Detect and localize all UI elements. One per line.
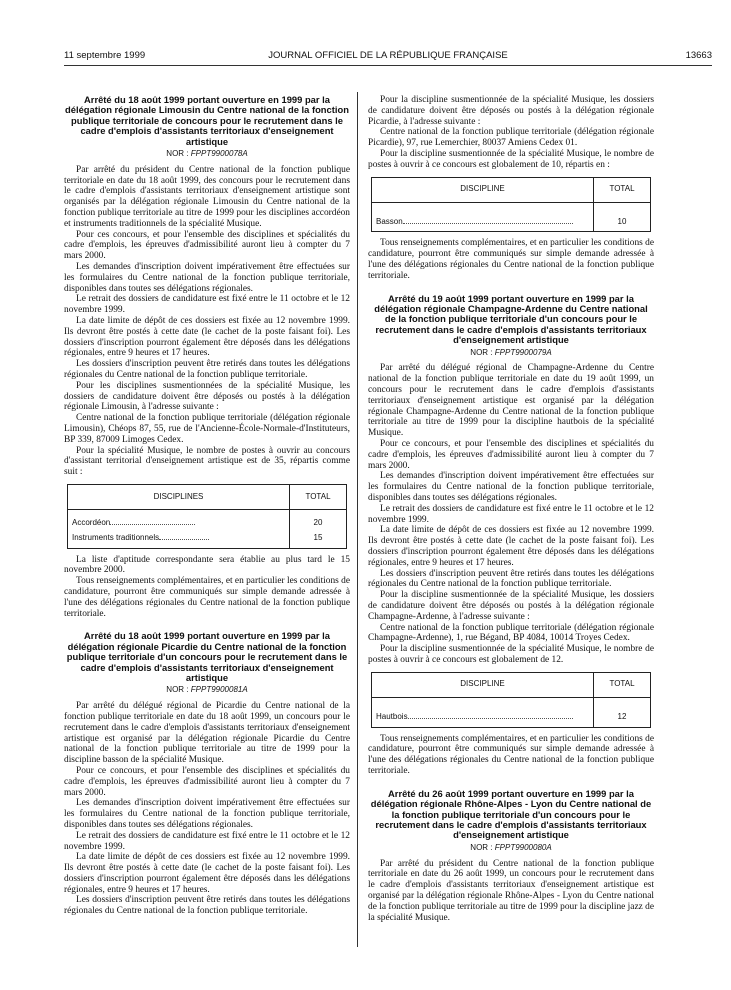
paragraph: Pour la discipline susmentionnée de la spécialité Musique, le nombre de postes à ouvrir à ce concours est globalement de 10, répartis en : [368, 148, 654, 170]
table-header: TOTAL [290, 484, 347, 509]
paragraph: La liste d'aptitude correspondante sera établie au plus tard le 15 novembre 2000. [64, 554, 350, 576]
decree-picardie [64, 631, 350, 917]
nor-reference: NOR : FPPT9900080A [470, 842, 552, 852]
decree-title: Arrêté du 19 août 1999 portant ouverture en 1999 par la délégation régionale Champagne-Ardenne du Centre national de la fonction publique territoriale d'un concours pour le recrutement dans le cadre d'emplois d'assistants territoriaux d'enseignement artistique [374, 292, 648, 346]
paragraph: Tous renseignements complémentaires, et en particulier les conditions de candidature, pourront être communiqués sur simple demande adressée à l'une des délégations régionales du Centre national de la fonction publique territoriale. [368, 733, 654, 776]
table-header: DISCIPLINE [372, 672, 594, 697]
table-header: DISCIPLINE [372, 177, 594, 202]
nor-reference: NOR : FPPT9900081A [166, 685, 248, 695]
table-header: TOTAL [594, 672, 651, 697]
paragraph: Les demandes d'inscription doivent impérativement être effectuées sur les formulaires du Centre national de la fonction publique territoriale, disponibles dans toutes ses délégations régionales. [64, 262, 350, 294]
paragraph: La date limite de dépôt de ces dossiers est fixée au 12 novembre 1999. Ils devront être postés à cette date (le cachet de la poste faisant foi). Les dossiers d'inscription pourront également être déposés dans les délégations régionales, entre 9 heures et 17 heures. [64, 852, 350, 895]
right-column [368, 95, 654, 923]
left-column [64, 95, 350, 917]
paragraph: Pour les disciplines susmentionnées de la spécialité Musique, les dossiers de candidature doivent être déposés ou postés à la délégation régionale Limousin, à l'adresse suivante : [64, 380, 350, 413]
paragraph: Par arrêté du président du Centre national de la fonction publique territoriale en date du 26 août 1999, un concours pour le recrutement dans le cadre d'emplois d'assistants territoriaux d'enseignement artistique est organisé par la délégation régionale Rhône-Alpes - Lyon du Centre national de la fonction publique territoriale au titre de 1999 pour la discipline jazz de la spécialité Musique. [368, 858, 654, 923]
decree-title: Arrêté du 18 août 1999 portant ouverture en 1999 par la délégation régionale Limousin du Centre national de la fonction publique territoriale de concours pour le recrutement dans le cadre d'emplois d'assistants territoriaux d'enseignement artistique [65, 94, 349, 147]
paragraph: Pour la discipline susmentionnée de la spécialité Musique, les dossiers de candidature doivent être déposés ou postés à la délégation régionale Picardie, à l'adresse suivante : [368, 95, 654, 127]
discipline-table [371, 177, 651, 233]
page-number: 13663 [685, 50, 712, 61]
table-row: Basson 10 [372, 202, 651, 232]
paragraph: Centre national de la fonction publique territoriale (délégation régionale Champagne-Ardenne), 1, rue Bégand, BP 4084, 10014 Troyes Cedex. [368, 622, 654, 644]
paragraph: Les dossiers d'inscription peuvent être retirés dans toutes les délégations régionales du Centre national de la fonction publique territoriale. [64, 359, 350, 380]
discipline-table [371, 672, 651, 728]
decree-rhone-alpes [368, 789, 654, 924]
table-header: DISCIPLINES [68, 484, 290, 509]
nor-reference: NOR : FPPT9900078A [166, 149, 248, 159]
paragraph: La date limite de dépôt de ces dossiers est fixée au 12 novembre 1999. Ils devront être postés à cette date (le cachet de la poste faisant foi). Les dossiers d'inscription pourront également être déposés dans les délégations régionales, entre 9 heures et 17 heures. [368, 525, 654, 568]
publication-date: 11 septembre 1999 [64, 50, 146, 61]
disciplines-table [67, 484, 347, 549]
nor-reference: NOR : FPPT9900079A [470, 347, 552, 357]
paragraph: Tous renseignements complémentaires, et en particulier les conditions de candidature, pourront être communiqués sur simple demande adressée à l'une des délégations régionales du Centre national de la fonction publique territoriale. [64, 576, 350, 619]
paragraph: Tous renseignements complémentaires, et en particulier les conditions de candidature, pourront être communiqués sur simple demande adressée à l'une des délégations régionales du Centre national de la fonction publique territoriale. [368, 238, 654, 281]
paragraph: Le retrait des dossiers de candidature est fixé entre le 11 octobre et le 12 novembre 1999. [368, 503, 654, 525]
paragraph: Les demandes d'inscription doivent impérativement être effectuées sur les formulaires du Centre national de la fonction publique territoriale, disponibles dans toutes ses délégations régionales. [64, 798, 350, 830]
journal-title: JOURNAL OFFICIEL DE LA RÉPUBLIQUE FRANÇAISE [268, 50, 508, 61]
paragraph: Le retrait des dossiers de candidature est fixé entre le 11 octobre et le 12 novembre 1999. [64, 830, 350, 852]
decree-title: Arrêté du 26 août 1999 portant ouverture en 1999 par la délégation régionale Rhône-Alpes - Lyon du Centre national de la fonction publique territoriale d'un concours pour le recrutement dans le cadre d'emplois d'assistants territoriaux d'enseignement artistique [370, 787, 652, 841]
paragraph: Les demandes d'inscription doivent impérativement être effectuées sur les formulaires du Centre national de la fonction publique territoriale, disponibles dans toutes ses délégations régionales. [368, 471, 654, 503]
paragraph: Les dossiers d'inscription peuvent être retirés dans toutes les délégations régionales du Centre national de la fonction publique territoriale. [368, 568, 654, 590]
paragraph: Centre national de la fonction publique territoriale (délégation régionale Limousin), Chéops 87, 55, rue de l'Ancienne-École-Normale-d'Instituteurs, BP 339, 87009 Limoges Cedex. [64, 413, 350, 445]
paragraph: Les dossiers d'inscription peuvent être retirés dans toutes les délégations régionales du Centre national de la fonction publique territoriale. [64, 895, 350, 917]
table-row: Accordéon 20 [68, 509, 347, 530]
paragraph: Par arrêté du délégué régional de Champagne-Ardenne du Centre national de la fonction publique territoriale en date du 19 août 1999, un concours pour le recrutement dans le cadre d'emplois d'assistants territoriaux d'enseignement artistique est organisé par la délégation régionale Champagne-Ardenne du Centre national de la fonction publique territoriale au titre de 1999 pour la discipline hautbois de la spécialité Musique. [368, 363, 654, 439]
paragraph: Pour la discipline susmentionnée de la spécialité Musique, les dossiers de candidature doivent être déposés ou postés à la délégation régionale Champagne-Ardenne, à l'adresse suivante : [368, 590, 654, 622]
paragraph: Pour ces concours, et pour l'ensemble des disciplines et spécialités du cadre d'emplois, les épreuves d'admissibilité auront lieu à compter du 7 mars 2000. [64, 229, 350, 262]
paragraph: Pour la discipline susmentionnée de la spécialité Musique, le nombre de postes à ouvrir à ce concours est globalement de 12. [368, 644, 654, 665]
paragraph: Centre national de la fonction publique territoriale (délégation régionale Picardie), 97, rue Lemerchier, 80037 Amiens Cedex 01. [368, 127, 654, 149]
paragraph: Par arrêté du président du Centre national de la fonction publique territoriale en date du 18 août 1999, des concours pour le recrutement dans le cadre d'emplois d'assistants territoriaux d'enseignement artistique sont organisés par la délégation régionale Limousin du Centre national de la fonction publique territoriale au titre de 1999 pour les disciplines accordéon et instruments traditionnels de la spécialité Musique. [64, 164, 350, 229]
paragraph: Par arrêté du délégué régional de Picardie du Centre national de la fonction publique territoriale en date du 18 août 1999, un concours pour le recrutement dans le cadre d'emplois d'assistants territoriaux d'enseignement artistique est organisé par la délégation régionale Picardie du Centre national de la fonction publique territoriale au titre de 1999 pour la discipline basson de la spécialité Musique. [64, 701, 350, 766]
decree-champagne-ardenne [368, 294, 654, 777]
paragraph: Le retrait des dossiers de candidature est fixé entre le 11 octobre et le 12 novembre 1999. [64, 294, 350, 316]
header-rule [64, 65, 712, 66]
table-row: Instruments traditionnels 15 [68, 531, 347, 548]
paragraph: Pour ce concours, et pour l'ensemble des disciplines et spécialités du cadre d'emplois, les épreuves d'admissibilité auront lieu à compter du 7 mars 2000. [64, 765, 350, 798]
decree-title: Arrêté du 18 août 1999 portant ouverture en 1999 par la délégation régionale Picardie du Centre national de la fonction publique territoriale d'un concours pour le recrutement dans le cadre d'emplois d'assistants territoriaux d'enseignement artistique [66, 630, 348, 683]
page-header [64, 50, 712, 64]
decree-limousin [64, 95, 350, 619]
paragraph: La date limite de dépôt de ces dossiers est fixée au 12 novembre 1999. Ils devront être postés à cette date (le cachet de la poste faisant foi). Les dossiers d'inscription pourront également être déposés dans les délégations régionales, entre 9 heures et 17 heures. [64, 315, 350, 359]
paragraph: Pour ce concours, et pour l'ensemble des disciplines et spécialités du cadre d'emplois, les épreuves d'admissibilité auront lieu à compter du 7 mars 2000. [368, 438, 654, 471]
table-header: TOTAL [594, 177, 651, 202]
table-row: Hautbois 12 [372, 697, 651, 727]
paragraph: Pour la spécialité Musique, le nombre de postes à ouvrir au concours d'assistant territorial d'enseignement artistique est de 35, répartis comme suit : [64, 445, 350, 478]
column-divider [357, 92, 358, 947]
